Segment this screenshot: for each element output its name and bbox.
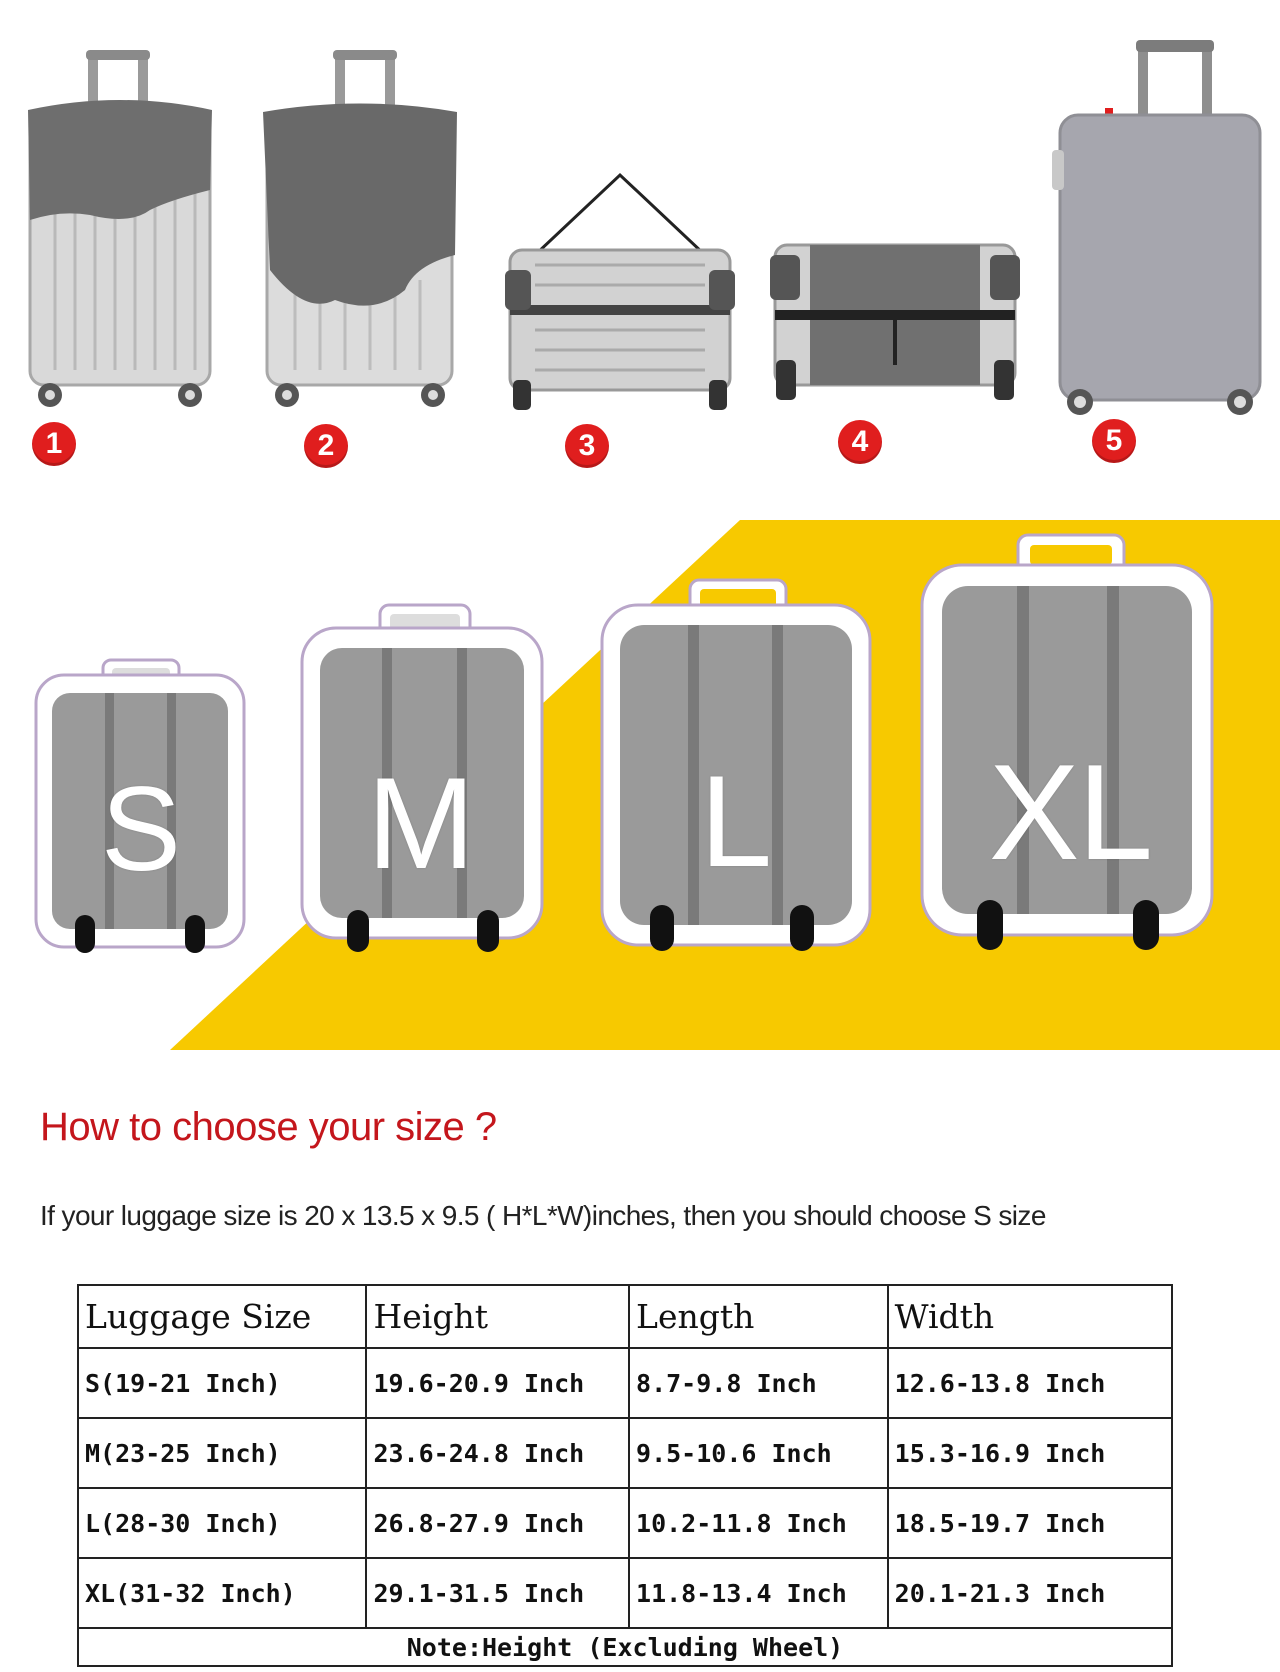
size-label-xl: XL [988, 736, 1152, 888]
table-cell: 23.6-24.8 Inch [366, 1418, 629, 1488]
table-cell: 8.7-9.8 Inch [629, 1348, 888, 1418]
table-note: Note:Height (Excluding Wheel) [78, 1628, 1172, 1666]
table-cell: 11.8-13.4 Inch [629, 1558, 888, 1628]
size-label-s: S [100, 762, 180, 896]
step-2-illustration [255, 50, 465, 410]
table-cell: 15.3-16.9 Inch [888, 1418, 1172, 1488]
table-cell: 20.1-21.3 Inch [888, 1558, 1172, 1628]
size-guide-heading: How to choose your size ? [40, 1105, 497, 1149]
step-5-badge: 5 [1092, 419, 1136, 463]
table-cell: 12.6-13.8 Inch [888, 1348, 1172, 1418]
step-1-badge: 1 [32, 422, 76, 466]
column-header-width: Width [888, 1285, 1172, 1348]
table-cell: 9.5-10.6 Inch [629, 1418, 888, 1488]
column-header-luggage-size: Luggage Size [78, 1285, 366, 1348]
table-cell: L(28-30 Inch) [78, 1488, 366, 1558]
table-cell: XL(31-32 Inch) [78, 1558, 366, 1628]
table-row [78, 1418, 1172, 1488]
table-header-row [78, 1285, 1172, 1348]
step-3-illustration [505, 170, 735, 410]
table-cell: 29.1-31.5 Inch [366, 1558, 629, 1628]
column-header-length: Length [629, 1285, 888, 1348]
size-label-m: M [366, 750, 474, 896]
size-chart-table [77, 1284, 1173, 1667]
step-1-illustration [20, 50, 220, 410]
step-4-badge: 4 [838, 420, 882, 464]
size-label-l: L [699, 748, 771, 894]
table-note-row [78, 1628, 1172, 1666]
step-3-badge: 3 [565, 424, 609, 468]
table-cell: S(19-21 Inch) [78, 1348, 366, 1418]
table-cell: 26.8-27.9 Inch [366, 1488, 629, 1558]
table-cell: 19.6-20.9 Inch [366, 1348, 629, 1418]
table-row [78, 1488, 1172, 1558]
step-4-illustration [770, 240, 1020, 410]
table-cell: M(23-25 Inch) [78, 1418, 366, 1488]
step-2-badge: 2 [304, 424, 348, 468]
installation-steps [0, 0, 1280, 480]
table-cell: 18.5-19.7 Inch [888, 1488, 1172, 1558]
table-cell: 10.2-11.8 Inch [629, 1488, 888, 1558]
table-row [78, 1558, 1172, 1628]
column-header-height: Height [366, 1285, 629, 1348]
table-row [78, 1348, 1172, 1418]
size-guide-instruction: If your luggage size is 20 x 13.5 x 9.5 ( H*L*W)inches, then you should choose S size [40, 1200, 1046, 1231]
step-5-illustration [1050, 40, 1270, 420]
size-comparison-band [0, 520, 1280, 1050]
